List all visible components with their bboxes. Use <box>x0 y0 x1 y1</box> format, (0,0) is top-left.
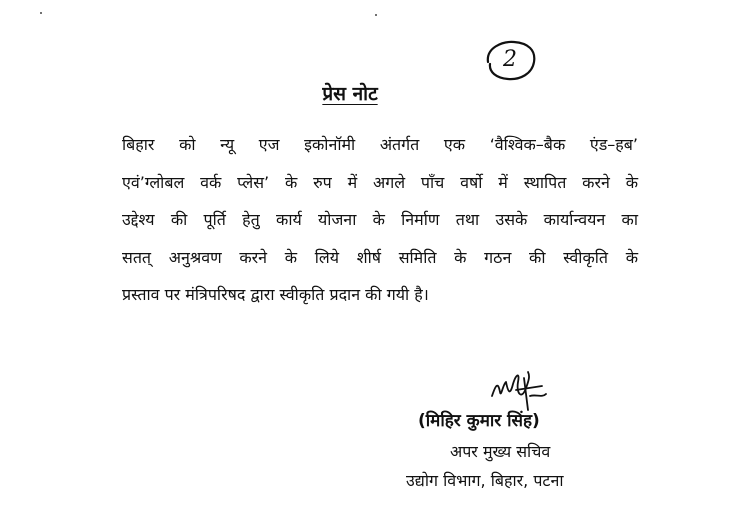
signatory-office: उद्योग विभाग, बिहार, पटना <box>406 471 564 490</box>
scan-speck <box>40 12 42 14</box>
body-line: एवं’ग्लोबल वर्क प्लेस’ के रुप में अगले पाँच वर्षो में स्थापित करने के <box>122 172 638 192</box>
scan-speck <box>375 14 377 16</box>
page-number-mark <box>480 38 540 82</box>
press-note-body <box>122 126 638 314</box>
body-line: उद्देश्य की पूर्ति हेतु कार्य योजना के निर्माण तथा उसके कार्यान्वयन का <box>122 210 638 229</box>
document-title: प्रेस नोट <box>322 83 378 105</box>
page-number: 2 <box>503 47 517 72</box>
signatory-designation: अपर मुख्य सचिव <box>450 442 551 461</box>
body-line: सतत् अनुश्रवण करने के लिये शीर्ष समिति के गठन की स्वीकृति के <box>122 247 638 267</box>
body-line: बिहार को न्यू एज इकोनॉमी अंतर्गत एक ‘वैश्विक–बैक एंड–हब’ <box>122 135 638 154</box>
signatory-name: (मिहिर कुमार सिंह) <box>418 411 540 431</box>
body-line: प्रस्ताव पर मंत्रिपरिषद द्वारा स्वीकृति प्रदान की गयी है। <box>122 285 429 304</box>
